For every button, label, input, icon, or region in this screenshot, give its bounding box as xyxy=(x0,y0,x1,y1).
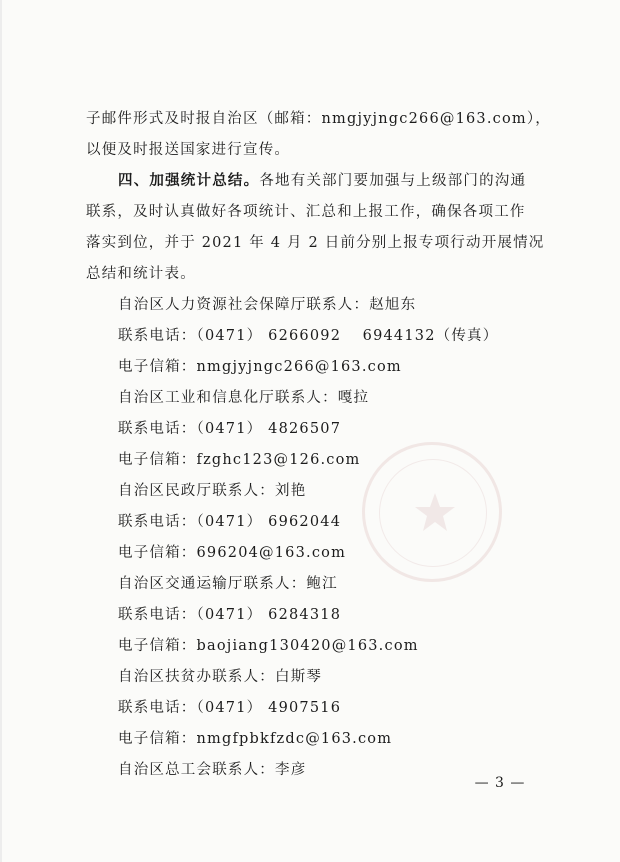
text-line: 联系，及时认真做好各项统计、汇总和上报工作，确保各项工作 xyxy=(86,204,526,220)
contact-person: 自治区工业和信息化厅联系人：嘎拉 xyxy=(118,390,370,406)
text-line: 以便及时报送国家进行宣传。 xyxy=(86,142,291,158)
scan-edge xyxy=(0,0,2,862)
official-seal-watermark xyxy=(362,442,502,582)
contact-phone: 联系电话：（0471） 6962044 xyxy=(118,514,342,530)
contact-person: 自治区总工会联系人：李彦 xyxy=(118,762,307,778)
contact-email: 电子信箱：fzghc123@126.com xyxy=(118,452,361,468)
contact-person: 自治区交通运输厅联系人：鲍江 xyxy=(118,576,338,592)
contact-email: 电子信箱：nmgjyjngc266@163.com xyxy=(118,359,402,375)
contact-person: 自治区人力资源社会保障厅联系人：赵旭东 xyxy=(118,297,417,313)
text-line: 总结和统计表。 xyxy=(86,266,196,282)
text-fragment: 各地有关部门要加强与上级部门的沟通 xyxy=(259,173,527,189)
contact-phone: 联系电话：（0471） 4826507 xyxy=(118,421,342,437)
contact-email: 电子信箱：696204@163.com xyxy=(118,545,347,561)
section-4-first-line xyxy=(118,171,526,191)
contact-phone: 联系电话：（0471） 6266092 6944132（传真） xyxy=(118,328,499,344)
contact-person: 自治区民政厅联系人：刘艳 xyxy=(118,483,307,499)
text-line: 子邮件形式及时报自治区（邮箱：nmgjyjngc266@163.com）， xyxy=(86,111,552,127)
contact-phone: 联系电话：（0471） 6284318 xyxy=(118,607,342,623)
contact-phone: 联系电话：（0471） 4907516 xyxy=(118,700,342,716)
text-line: 落实到位，并于 2021 年 4 月 2 日前分别上报专项行动开展情况 xyxy=(86,235,545,251)
section-4-heading: 四、加强统计总结。 xyxy=(118,173,260,189)
contact-person: 自治区扶贫办联系人：白斯琴 xyxy=(118,669,323,685)
page-number: — 3 — xyxy=(474,775,526,791)
seal-star-icon xyxy=(413,491,457,535)
contact-email: 电子信箱：nmgfpbkfzdc@163.com xyxy=(118,731,393,747)
contact-email: 电子信箱：baojiang130420@163.com xyxy=(118,638,419,654)
